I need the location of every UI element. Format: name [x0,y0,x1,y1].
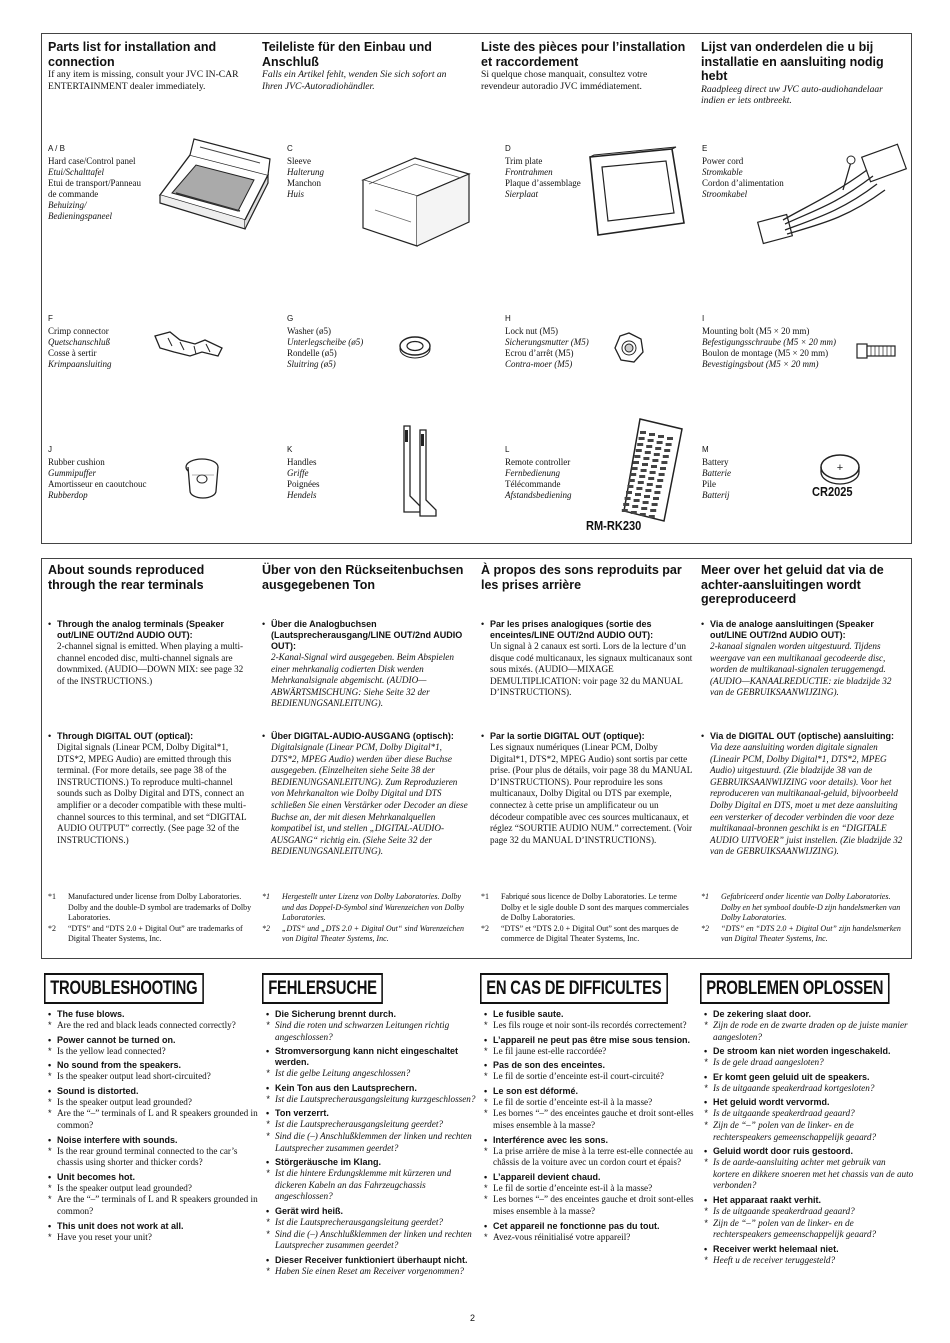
problem: • Het apparaat raakt verhit. [704,1195,914,1206]
remote-button [641,469,647,472]
part-item [505,313,625,370]
remedy: * Are the “–” terminals of L and R speakers grounded in common? [48,1108,258,1131]
remote-button [647,483,653,486]
part-id: A / B [48,144,65,153]
problem: • Die Sicherung brennt durch. [266,1009,479,1020]
remedy: * Zijn de rode en de zwarte draden op de juiste manier aangesloten? [704,1020,914,1043]
troubleshooting-title-nl: PROBLEMEN OPLOSSEN [700,973,889,1004]
part-label-l1: Crimp connector [48,326,109,336]
problem: • De zekering slaat door. [704,1009,914,1020]
parts-title-fr: Liste des pièces pour l’installation et raccordement [481,40,686,69]
remedy: * Are the “–” terminals of L and R speakers grounded in common? [48,1194,258,1217]
remedy: * Ist die Lautsprecherausgangsleitung geerdet? [266,1217,479,1229]
remedy: * Sind die (–) Anschlußklemmen der linken und rechten Lautsprecher zusammen geerdet? [266,1229,479,1252]
remedy: * Le fil jaune est-elle raccordée? [484,1046,696,1058]
footnote-text: „DTS“ und „DTS 2.0 + Digital Out“ sind Warenzeichen von Digital Theater Systems, Inc. [282,923,464,943]
troubleshooting-list-en [48,1006,258,1243]
parts-title-de: Teileliste für den Einbau und Anschluß [262,40,432,69]
remote-button [640,431,646,434]
footnote-text: Hergestellt unter Lizenz von Dolby Laboratories. Dolby und das Doppel-D-Symbol sind Warenzeichen von Dolby Laboratories. [282,892,465,922]
footnote-mark: *2 [481,923,489,933]
remote-button [648,439,654,442]
remedy: * Is de uitgaande speakerdraad geaard? [704,1108,914,1120]
part-label-l2: Fernbedienung [505,468,560,478]
parts-header-fr [481,40,686,92]
part-label-l2: Halterung [287,167,324,177]
remedy: * Is de gele draad aangesloten? [704,1057,914,1069]
analog-terminals-heading: • Par les prises analogiques (sortie des enceintes/LINE OUT/2nd AUDIO OUT): [490,619,654,640]
part-id: F [48,314,53,323]
remedy: * Is the yellow lead connected? [48,1046,258,1058]
remote-button [626,491,632,494]
remedy: * Haben Sie einen Reset am Receiver vorgenommen? [266,1266,479,1278]
remedy: * Heeft u de receiver teruggesteld? [704,1255,914,1267]
remote-button [625,497,631,500]
part-label-l4: Rubberdop [48,490,88,500]
remote-button [639,437,645,440]
part-label-l2: Gummipuffer [48,468,96,478]
remedy: * Les bornes “–” des enceintes gauche et droit sont-elles mises ensemble à la masse? [484,1194,696,1217]
problem: • Er komt geen geluid uit de speakers. [704,1072,914,1083]
part-label-l1: Handles [287,457,317,467]
part-label-l4: Afstandsbediening [505,490,572,500]
footnote-1 [262,892,472,924]
problem: • Geluid wordt door ruis gestoord. [704,1146,914,1157]
remote-button [653,497,659,500]
remote-button [642,463,648,466]
part-id: D [505,144,511,153]
analog-terminals-item [701,619,906,699]
remote-button [654,453,660,456]
remote-button [632,467,638,470]
part-label-l4: Sierplaat [505,189,538,199]
footnote-1 [701,892,906,924]
remote-button [622,509,628,512]
part-label-l3: Pile [702,479,717,489]
part-id: K [287,445,293,454]
part-label-l2: Griffe [287,468,309,478]
trim-plate-illustration [580,145,690,240]
part-label-l3: Cordon d’alimentation [702,178,784,188]
problem: • Le fusible saute. [484,1009,696,1020]
remote-button [640,513,646,516]
lock-nut-illustration [612,330,647,365]
remedy: * Is the speaker output lead grounded? [48,1183,258,1195]
remote-button [634,499,640,502]
problem: • Interférence avec les sons. [484,1135,696,1146]
part-label-l1: Trim plate [505,156,543,166]
part-id: C [287,144,293,153]
part-item [48,143,148,222]
part-label-l3: Boulon de montage (M5 × 20 mm) [702,348,829,358]
remote-button [650,509,656,512]
part-item [702,313,842,370]
remote-button [639,475,645,478]
remote-button [652,503,658,506]
remedy: * Les bornes “–” des enceintes gauche et droit sont-elles mises ensemble à la masse? [484,1108,696,1131]
remote-button [657,479,663,482]
remote-button [651,465,657,468]
remote-button [661,461,667,464]
rubber-cushion-illustration [180,455,230,505]
remote-button [666,443,672,446]
parts-title-en: Parts list for installation and connection [48,40,217,69]
remedy: * Is de aarde-aansluiting achter met gebruik van kortere en dikkere snoeren met het chassis van de auto verbonden? [704,1157,914,1192]
remote-button [652,459,658,462]
mounting-bolt-illustration [855,336,900,366]
footnote-mark: *1 [262,892,270,901]
troubleshooting-title-en: TROUBLESHOOTING [44,973,204,1004]
parts-sub-en: If any item is missing, consult your JVC IN-CAR ENTERTAINMENT dealer immediately. [48,69,239,92]
remote-button [632,505,638,508]
remedy: * Ist die Lautsprecherausgangsleitung kurzgeschlossen? [266,1094,479,1106]
digital-out-item [262,731,472,858]
part-label-l2: Unterlegscheibe (ø5) [287,337,364,347]
part-item [287,444,407,501]
part-label-l4: Behuizing/ Bedieningspaneel [48,200,112,221]
remote-button [629,479,635,482]
part-id: L [505,445,510,454]
remote-button [641,507,647,510]
part-label-l1: Remote controller [505,457,571,467]
remote-button [631,511,637,514]
problem: • De stroom kan niet worden ingeschakeld. [704,1046,914,1057]
part-id: I [702,314,705,323]
footnote-text: “DTS” en “DTS 2.0 + Digital Out” zijn handelsmerken van Digital Theater Systems, Inc. [721,923,901,943]
troubleshooting-title-fr: EN CAS DE DIFFICULTES [480,973,668,1004]
footnote-2 [262,924,472,945]
footnote-mark: *2 [701,923,709,933]
parts-sub-fr: Si quelque chose manquait, consultez votre revendeur autoradio JVC immédiatement. [481,69,648,92]
washer-illustration [395,332,435,362]
part-label-l1: Sleeve [287,156,311,166]
remedy: * Is de uitgaande speakerdraad geaard? [704,1206,914,1218]
problem: • Le son est déformé. [484,1086,696,1097]
footnote-2 [48,924,253,945]
footnotes [48,892,253,945]
part-label-l4: Contra-moer (M5) [505,359,573,369]
analog-terminals-heading: • Through the analog terminals (Speaker out/LINE OUT/2nd AUDIO OUT): [57,619,225,640]
remedy: * Is the rear ground terminal connected to the car’s chassis using shorter and thicker cords? [48,1146,258,1169]
remedy: * Le fil de sortie d’enceinte est-il à la masse? [484,1183,696,1195]
footnote-text: Gefabriceerd onder licentie van Dolby Laboratories. Dolby en het symbool double-D zijn handelsmerken van Dolby Laboratories. [721,892,901,922]
part-label-l2: Befestigungsschraube (M5 × 20 mm) [702,337,837,347]
part-label-l3: Manchon [287,178,321,188]
page-number: 2 [470,1313,476,1323]
remote-button [644,495,650,498]
part-id: J [48,445,52,454]
remote-button [623,503,629,506]
analog-terminals-item [262,619,472,710]
footnote-mark: *1 [481,892,489,901]
battery-illustration [815,452,865,486]
part-label-l4: Huis [287,189,305,199]
remote-button [660,467,666,470]
remedy: * Ist die Lautsprecherausgangsleitung geerdet? [266,1119,479,1131]
part-label-l1: Rubber cushion [48,457,105,467]
part-label-l2: Sicherungsmutter (M5) [505,337,589,347]
problem: • No sound from the speakers. [48,1060,258,1071]
digital-out-heading: • Über DIGITAL-AUDIO-AUSGANG (optisch): [271,731,454,741]
part-item [505,444,625,501]
sounds-title: About sounds reproduced through the rear terminals [48,563,205,592]
troubleshooting-title-de: FEHLERSUCHE [262,973,383,1004]
part-label-l4: Batterij [702,490,730,500]
part-id: G [287,314,294,323]
remote-button [658,435,664,438]
remote-button [667,437,673,440]
part-label-l1: Lock nut (M5) [505,326,558,336]
remote-button [649,515,655,518]
problem: • Ton verzerrt. [266,1108,479,1119]
remote-button [659,473,665,476]
part-label-l1: Power cord [702,156,744,166]
footnote-text: “DTS” et “DTS 2.0 + Digital Out” sont des marques de commerce de Digital Theater Systems, Inc. [501,923,679,943]
problem: • The fuse blows. [48,1009,258,1020]
part-item [48,444,168,501]
sounds-title: À propos des sons reproduits par les prises arrière [481,563,682,592]
remote-controller-illustration [620,415,690,525]
analog-terminals-text: 2-kanaal signalen worden uitgestuurd. Tijdens weergave van een multikanaal gecodeerde disc, worden de multikanaal-signalen teruggemengd. (AUDIO—KANAALREDUCTIE: zie bladzijde 32 van de GEBRUIKSAANWIJZING). [710,641,892,698]
remote-button [655,447,661,450]
remote-button [635,493,641,496]
sounds-column-nl [701,563,906,953]
remedy: * Have you reset your unit? [48,1232,258,1244]
problem: • Receiver werkt helemaal niet. [704,1244,914,1255]
part-id: M [702,445,709,454]
problem: • Stromversorgung kann nicht eingeschaltet werden. [266,1046,479,1068]
part-label-l3: Télécommande [505,479,561,489]
remote-button [648,477,654,480]
crimp-connector-illustration [150,322,230,372]
problem: • Het geluid wordt vervormd. [704,1097,914,1108]
remote-button [636,449,642,452]
problem: • Dieser Receiver funktioniert überhaupt nicht. [266,1255,479,1266]
problem: • Störgeräusche im Klang. [266,1157,479,1168]
footnote-text: Manufactured under license from Dolby Laboratories. Dolby and the double-D symbol are trademarks of Dolby Laboratories. [68,892,252,922]
remedy: * Is the speaker output lead grounded? [48,1097,258,1109]
parts-title-nl: Lijst van onderdelen die u bij installatie en aansluiting nodig hebt [701,40,884,83]
parts-header-de [262,40,462,92]
digital-out-heading: • Through DIGITAL OUT (optical): [57,731,194,741]
part-item [287,313,407,370]
remedy: * Ist die hintere Erdungsklemme mit kürzeren und dickeren Kabeln an das Fahrzeugchassis angeschlossen? [266,1168,479,1203]
footnote-mark: *1 [48,892,56,901]
part-label-l4: Krimpaansluiting [48,359,112,369]
remote-button [634,455,640,458]
remedy: * Avez-vous réinitialisé votre appareil? [484,1232,696,1244]
part-label-l3: Plaque d’assemblage [505,178,581,188]
parts-header-en [48,40,248,92]
remedy: * Le fil de sortie d’enceinte est-il à la masse? [484,1097,696,1109]
part-label-l4: Sluitring (ø5) [287,359,336,369]
analog-terminals-text: Un signal à 2 canaux est sorti. Lors de la lecture d’un disque codé multicanaux, les signaux multicanaux sont sous mixés. (AUDIO—MIXAGE DEMULTIPLICATION: voir page 32 du MANUAL D’INSTRUCTIONS). [490,641,693,698]
remote-button [646,445,652,448]
remote-button [663,455,669,458]
part-label-l2: Quetschanschluß [48,337,110,347]
problem: • Sound is distorted. [48,1086,258,1097]
digital-out-item [701,731,906,858]
footnote-2 [481,924,693,945]
analog-terminals-text: 2-Kanal-Signal wird ausgegeben. Beim Abspielen einer mehrkanalig codierten Disk werden Mehrkanalsignale abgemischt. (AUDIO—ABWÄRTSMISCHUNG: Siehe Seite 32 der BEDIENUNGSANLEITUNG). [271,652,454,709]
part-label-l1: Hard case/Control panel [48,156,136,166]
footnotes [701,892,906,945]
sounds-title: Meer over het geluid dat via de achter-aansluitingen wordt gereproduceerd [701,563,884,606]
analog-terminals-heading: • Über die Analogbuchsen (Lautsprecherausgang/LINE OUT/2nd AUDIO OUT): [271,619,463,651]
remedy: * Les fils rouge et noir sont-ils recordés correctement? [484,1020,696,1032]
part-label-l3: Amortisseur en caoutchouc [48,479,147,489]
remedy: * Ist die gelbe Leitung angeschlossen? [266,1068,479,1080]
footnote-1 [481,892,693,924]
digital-out-heading: • Via de DIGITAL OUT (optische) aansluiting: [710,731,895,741]
part-label-l3: Ecrou d’arrêt (M5) [505,348,574,358]
remote-button [636,487,642,490]
part-label-l1: Washer (ø5) [287,326,332,336]
remedy: * La prise arrière de mise à la terre est-elle connectée au châssis de la voiture avec un cordon court et épais? [484,1146,696,1169]
sounds-title: Über von den Rückseitenbuchsen ausgegebenen Ton [262,563,464,592]
part-label-l3: Cosse à sertir [48,348,97,358]
part-id: E [702,144,708,153]
troubleshooting-list-fr [484,1006,696,1243]
part-label-l1: Battery [702,457,729,467]
part-label-l2: Frontrahmen [505,167,553,177]
analog-terminals-item [48,619,253,687]
remote-model-label: RM-RK230 [586,518,642,533]
remote-button [654,491,660,494]
digital-out-text: Via deze aansluiting worden digitale signalen (Lineair PCM, Dolby Digital*1, DTS*2, MPEG Audio) uitgestuurd. (Zie bladzijde 38 van de GEBRUIKSAANWIJZING voor details). Voor het reproduceren van multikanaal-geluid, bijvoorbeeld Dolby Digital en DTS, moet u met deze aansluiting een versterker of decoder verbinden die voor deze multikanaal-bronnen geschikt is en “DIGITALE AUDIO UITVOER” juist instellen. (Zie bladzijde 32 van de GEBRUIKSAANWIJZING). [710,742,903,857]
part-label-l4: Bevestigingsbout (M5 × 20 mm) [702,359,819,369]
footnotes [481,892,693,945]
problem: • Noise interfere with sounds. [48,1135,258,1146]
part-label-l4: Stroomkabel [702,189,748,199]
problem: • Kein Ton aus den Lautsprechern. [266,1083,479,1094]
remedy: * Le fil de sortie d’enceinte est-il court-circuité? [484,1071,696,1083]
digital-out-item [48,731,253,846]
remedy: * Sind die roten und schwarzen Leitungen richtig angeschlossen? [266,1020,479,1043]
footnote-mark: *1 [701,892,709,901]
remote-button [627,485,633,488]
problem: • L’appareil ne peut pas être mise sous tension. [484,1035,696,1046]
remote-button [649,433,655,436]
remote-button [633,461,639,464]
power-cord-illustration [755,140,915,250]
problem: • Cet appareil ne fonctionne pas du tout. [484,1221,696,1232]
analog-terminals-text: 2-channel signal is emitted. When playing a multi-channel encoded disc, multi-channel signals are downmixed. (AUDIO—DOWN MIX: see page 32 of the INSTRUCTIONS.) [57,641,244,686]
sounds-column-en [48,563,253,953]
digital-out-text: Digital signals (Linear PCM, Dolby Digital*1, DTS*2, MPEG Audio) are emitted through this terminal. (For more details, see page 38 of the INSTRUCTIONS.) To reproduce multi-channel sounds such as Dolby Digital and DTS, connect an amplifier or a decoder compatible with these multi-channel sources to this terminal, and set “DIGITAL AUDIO OUTPUT” correctly. (See page 32 of the INSTRUCTIONS.) [57,742,247,845]
part-label-l4: Hendels [287,490,317,500]
remote-button [638,481,644,484]
footnote-text: Fabriqué sous licence de Dolby Laboratories. Le terme Dolby et le sigle double D sont des marques commerciales de Dolby Laboratories. [501,892,689,922]
part-label-l1: Mounting bolt (M5 × 20 mm) [702,326,810,336]
footnote-mark: *2 [48,923,56,933]
remote-button [656,485,662,488]
footnote-2 [701,924,906,945]
remote-button [643,457,649,460]
part-label-l3: Rondelle (ø5) [287,348,337,358]
remote-button [643,501,649,504]
remote-button [657,441,663,444]
remedy: * Is de uitgaande speakerdraad kortgesloten? [704,1083,914,1095]
remedy: * Is the speaker output lead short-circuited? [48,1071,258,1083]
footnotes [262,892,472,945]
analog-terminals-heading: • Via de analoge aansluitingen (Speaker out/LINE OUT/2nd AUDIO OUT): [710,619,874,640]
digital-out-text: Digitalsignale (Linear PCM, Dolby Digital*1, DTS*2, MPEG Audio) werden über diese Buchse ausgegeben. (Einzelheiten siehe Seite 38 der BEDIENUNGSANLEITUNG). Zum Reproduzieren von Mehrkanalton wie Dolby Digital und DTS schließen Sie einen Verstärker oder Decoder an diese Buchse an, der mit diesen Mehrkanalquellen kompatibel ist, und stellen „DIGITAL-AUDIO-AUSGANG“ richtig ein. (Siehe Seite 32 der BEDIENUNGSANLEITUNG). [271,742,468,857]
digital-out-heading: • Par la sortie DIGITAL OUT (optique): [490,731,645,741]
parts-sub-de: Falls ein Artikel fehlt, wenden Sie sich sofort an Ihren JVC-Autoradiohändler. [262,69,447,92]
part-label-l3: Etui de transport/Panneau de commande [48,178,141,199]
problem: • Power cannot be turned on. [48,1035,258,1046]
footnote-text: “DTS” and “DTS 2.0 + Digital Out” are trademarks of Digital Theater Systems, Inc. [68,923,243,943]
footnote-mark: *2 [262,923,270,933]
hard-case-illustration [150,135,275,235]
part-label-l2: Stromkable [702,167,743,177]
troubleshooting-list-nl [704,1006,914,1266]
remote-button [645,451,651,454]
problem: • L’appareil devient chaud. [484,1172,696,1183]
battery-label: CR2025 [812,484,853,499]
parts-sub-nl: Raadpleeg direct uw JVC auto-audiohandelaar indien er iets ontbreekt. [701,83,883,106]
troubleshooting-list-de [266,1006,479,1277]
remedy: * Are the red and black leads connected correctly? [48,1020,258,1032]
problem: • Unit becomes hot. [48,1172,258,1183]
analog-terminals-item [481,619,693,699]
remedy: * Zijn de “–” polen van de linker- en de rechterspeakers gemeenschappelijk geaard? [704,1120,914,1143]
handles-illustration [398,422,443,522]
part-label-l2: Batterie [702,468,731,478]
remedy: * Zijn de “–” polen van de linker- en de rechterspeakers gemeenschappelijk geaard? [704,1218,914,1241]
remote-button [650,471,656,474]
digital-out-text: Les signaux numériques (Linear PCM, Dolby Digital*1, DTS*2, MPEG Audio) sont sortis par cette prise. (Pour plus de détails, voir page 38 du MANUAL D’INSTRUCTIONS). Pour reproduire les sons multicanaux, Dolby Digital ou DTS par exemple, connectez à cette prise un amplificateur ou un décodeur compatible avec ces sources multicanaux, et réglez “SOURTIE AUDIO NUM.” correctement. (Voir page 32 du MANUAL D’INSTRUCTIONS). [490,742,693,845]
footnote-1 [48,892,253,924]
parts-header-nl [701,40,901,107]
digital-out-item [481,731,693,846]
part-label-l2: Etui/Schalttafel [48,167,104,177]
remedy: * Sind die (–) Anschlußklemmen der linken und rechten Lautsprecher zusammen geerdet? [266,1131,479,1154]
remote-button [637,443,643,446]
sleeve-illustration [355,150,475,250]
problem: • Pas de son des enceintes. [484,1060,696,1071]
sounds-column-fr [481,563,693,953]
remote-button [645,489,651,492]
part-label-l3: Poignées [287,479,320,489]
svg-text:+: + [836,462,844,474]
problem: • This unit does not work at all. [48,1221,258,1232]
sounds-column-de [262,563,472,953]
remote-button [664,449,670,452]
part-id: H [505,314,511,323]
remote-button [630,473,636,476]
problem: • Gerät wird heiß. [266,1206,479,1217]
